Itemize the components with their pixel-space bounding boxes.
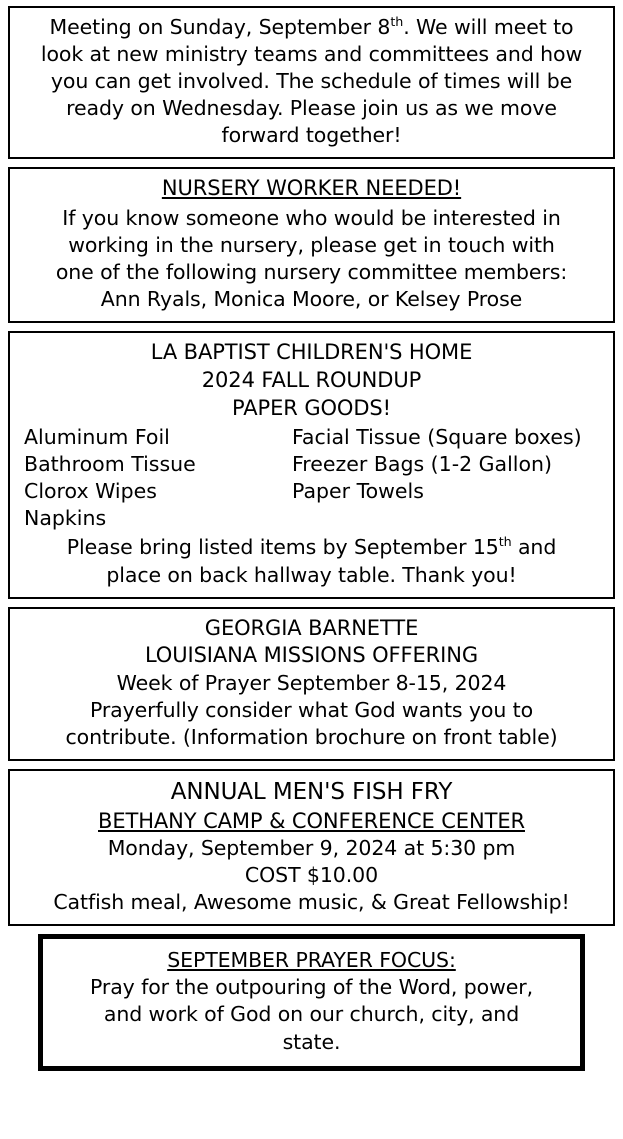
- barnette-line-2: LOUISIANA MISSIONS OFFERING: [144, 643, 479, 668]
- children-home-heading-1: LA BAPTIST CHILDREN'S HOME: [150, 340, 473, 365]
- nursery-heading: NURSERY WORKER NEEDED!: [161, 176, 462, 201]
- fish-fry-line-2: COST $10.00: [244, 863, 379, 888]
- list-item: Napkins: [24, 506, 107, 531]
- children-home-heading-2: 2024 FALL ROUNDUP: [201, 367, 422, 392]
- barnette-line-3: Week of Prayer September 8-15, 2024: [116, 671, 507, 696]
- announcement-nursery: [8, 167, 615, 323]
- fish-fry-line-1: Monday, September 9, 2024 at 5:30 pm: [107, 836, 516, 861]
- meeting-line-3: you can get involved. The schedule of times will be: [50, 69, 573, 94]
- fish-fry-line-3: Catfish meal, Awesome music, & Great Fellowship!: [53, 890, 570, 915]
- announcement-children-home: [8, 331, 615, 598]
- fish-fry-title: ANNUAL MEN'S FISH FRY: [170, 779, 453, 806]
- paper-goods-list: [18, 424, 605, 532]
- children-home-heading-3: PAPER GOODS!: [232, 395, 391, 420]
- children-home-footer-2: place on back hallway table. Thank you!: [106, 562, 517, 587]
- meeting-line-2: look at new ministry teams and committees and how: [40, 42, 583, 67]
- barnette-line-1: GEORGIA BARNETTE: [204, 615, 419, 640]
- announcement-fish-fry: [8, 769, 615, 926]
- nursery-line-3: one of the following nursery committee members:: [55, 260, 568, 285]
- meeting-line-1: Meeting on Sunday, September 8th. We will meet to: [49, 14, 574, 39]
- list-item: Bathroom Tissue: [24, 452, 196, 477]
- prayer-focus-line-1: Pray for the outpouring of the Word, power,: [89, 975, 533, 1000]
- nursery-line-2: working in the nursery, please get in touch with: [68, 233, 555, 257]
- list-item: Paper Towels: [292, 479, 424, 504]
- meeting-line-5: forward together!: [221, 123, 402, 148]
- meeting-line-4: ready on Wednesday. Please join us as we move: [66, 96, 557, 121]
- list-item: Clorox Wipes: [24, 479, 157, 504]
- nursery-line-4: Ann Ryals, Monica Moore, or Kelsey Prose: [100, 287, 523, 312]
- announcement-georgia-barnette: [8, 607, 615, 762]
- prayer-focus-line-3: state.: [282, 1029, 341, 1054]
- list-item: Freezer Bags (1-2 Gallon): [292, 452, 553, 477]
- barnette-line-4: Prayerfully consider what God wants you to: [89, 698, 534, 723]
- announcement-meeting: [8, 6, 615, 159]
- fish-fry-venue: BETHANY CAMP & CONFERENCE CENTER: [98, 808, 525, 833]
- children-home-footer-1: Please bring listed items by September 15th and: [66, 534, 557, 560]
- paper-goods-column-2: [292, 424, 605, 532]
- prayer-focus-heading: SEPTEMBER PRAYER FOCUS:: [167, 948, 456, 973]
- prayer-focus-line-2: and work of God on our church, city, and: [103, 1002, 520, 1027]
- list-item: Aluminum Foil: [24, 425, 170, 450]
- barnette-line-5: contribute. (Information brochure on front table): [65, 725, 558, 750]
- paper-goods-column-1: [18, 424, 292, 532]
- list-item: Facial Tissue (Square boxes): [292, 425, 582, 450]
- announcement-prayer-focus: [38, 934, 585, 1070]
- nursery-line-1: If you know someone who would be interested in: [62, 205, 561, 230]
